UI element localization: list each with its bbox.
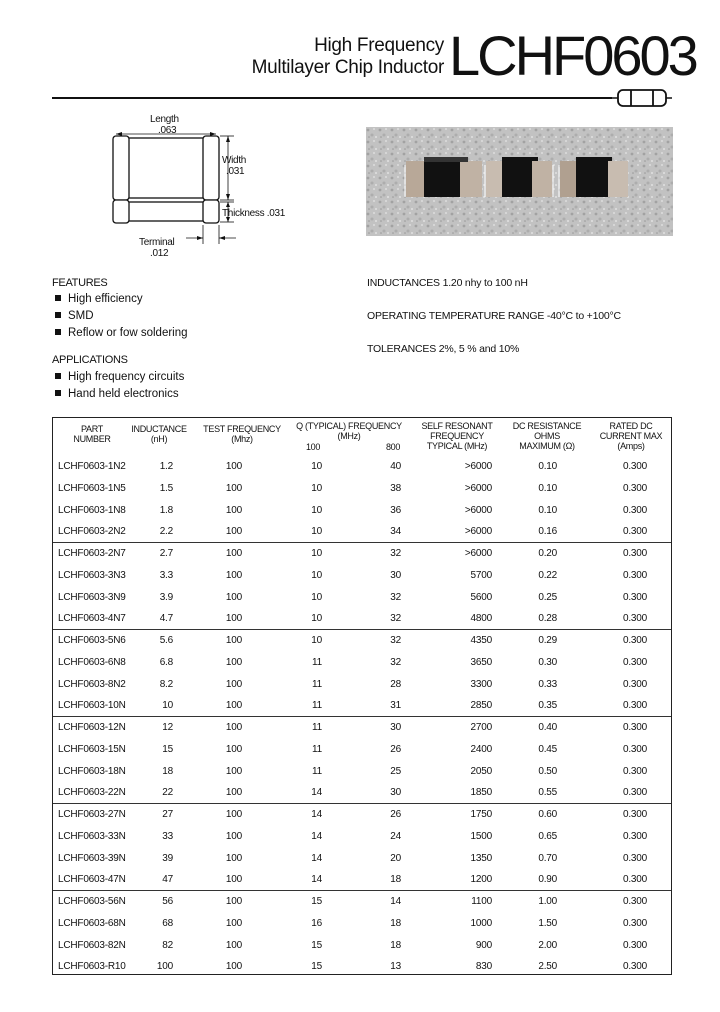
cell-srf: >6000 (464, 482, 492, 494)
cell-srf: 900 (475, 939, 492, 951)
cell-q-800: 28 (390, 678, 401, 690)
cell-dc-resistance: 0.25 (538, 591, 557, 603)
cell-srf: 2700 (470, 722, 492, 733)
cell-q-800: 32 (390, 591, 401, 603)
spec-temperature: OPERATING TEMPERATURE RANGE -40°C to +100°C (367, 310, 621, 322)
cell-part-number: LCHF0603-15N (58, 743, 126, 755)
cell-q-800: 31 (390, 700, 401, 712)
feature-item (55, 292, 143, 306)
cell-rated-current: 0.300 (622, 809, 647, 820)
cell-srf: >6000 (464, 548, 492, 559)
cell-test-frequency: 100 (225, 591, 242, 603)
cell-inductance: 12 (162, 722, 173, 733)
cell-dc-resistance: 0.70 (538, 852, 557, 864)
cell-part-number: LCHF0603-18N (58, 765, 126, 777)
cell-inductance: 68 (162, 917, 173, 929)
cell-rated-current: 0.300 (622, 765, 647, 777)
cell-dc-resistance: 0.28 (538, 613, 557, 625)
cell-part-number: LCHF0603-22N (58, 787, 126, 799)
feature-item-label: Reflow or fow soldering (68, 327, 188, 339)
cell-dc-resistance: 0.65 (538, 830, 557, 842)
cell-rated-current: 0.300 (622, 613, 647, 625)
cell-q-100: 11 (312, 656, 322, 668)
cell-q-100: 14 (311, 830, 322, 842)
cell-inductance: 39 (162, 852, 173, 864)
cell-q-800: 32 (390, 656, 401, 668)
table-row (53, 695, 671, 717)
cell-rated-current: 0.300 (622, 548, 647, 559)
cell-q-800: 32 (390, 613, 401, 625)
cell-test-frequency: 100 (225, 526, 242, 538)
cell-dc-resistance: 0.40 (538, 722, 557, 733)
cell-inductance: 1.5 (159, 482, 173, 494)
table-row (53, 913, 671, 935)
cell-q-800: 40 (390, 461, 401, 472)
cell-q-800: 13 (390, 961, 401, 973)
cell-srf: 1100 (471, 896, 492, 907)
application-item-label: Hand held electronics (68, 388, 179, 400)
cell-q-800: 18 (390, 917, 401, 929)
cell-srf: 5700 (470, 569, 492, 581)
cell-q-800: 18 (390, 874, 401, 886)
cell-test-frequency: 100 (225, 461, 242, 472)
cell-part-number: LCHF0603-R10 (58, 961, 126, 973)
cell-inductance: 47 (162, 874, 173, 886)
cell-q-100: 10 (311, 569, 322, 581)
table-row (53, 848, 671, 870)
cell-srf: >6000 (464, 526, 492, 538)
feature-item (55, 326, 188, 340)
table-row (53, 761, 671, 783)
cell-inductance: 2.2 (159, 526, 173, 538)
cell-q-800: 30 (390, 787, 401, 799)
cell-test-frequency: 100 (225, 961, 242, 973)
cell-inductance: 5.6 (159, 635, 173, 646)
cell-part-number: LCHF0603-47N (58, 874, 126, 886)
cell-inductance: 100 (156, 961, 173, 973)
cell-test-frequency: 100 (225, 917, 242, 929)
table-row (53, 826, 671, 848)
cell-part-number: LCHF0603-1N8 (58, 504, 126, 516)
cell-q-800: 32 (390, 548, 401, 559)
cell-dc-resistance: 0.22 (538, 569, 557, 581)
bullet-icon (55, 373, 61, 379)
cell-test-frequency: 100 (225, 548, 242, 559)
cell-part-number: LCHF0603-1N5 (58, 482, 126, 494)
cell-part-number: LCHF0603-4N7 (58, 613, 126, 625)
cell-dc-resistance: 2.00 (538, 939, 557, 951)
cell-srf: 1850 (470, 787, 492, 799)
cell-q-100: 10 (311, 635, 322, 646)
header-subtitle-line2: Multilayer Chip Inductor (251, 57, 444, 78)
feature-item-label: High efficiency (68, 293, 143, 305)
spec-tolerances: TOLERANCES 2%, 5 % and 10% (367, 343, 520, 355)
cell-part-number: LCHF0603-3N9 (58, 591, 126, 603)
cell-inductance: 33 (162, 830, 173, 842)
cell-test-frequency: 100 (225, 765, 242, 777)
table-row (53, 739, 671, 761)
cell-q-100: 10 (311, 461, 322, 472)
cell-inductance: 8.2 (159, 678, 173, 690)
cell-q-100: 11 (312, 700, 322, 712)
cell-q-800: 24 (390, 830, 401, 842)
table-row (53, 521, 671, 543)
table-row (53, 478, 671, 500)
cell-q-800: 20 (390, 852, 401, 864)
table-row (53, 543, 671, 565)
cell-inductance: 22 (162, 787, 173, 799)
bullet-icon (55, 329, 61, 335)
cell-q-100: 15 (311, 896, 322, 907)
chip-inductor-photo (366, 127, 673, 236)
cell-rated-current: 0.300 (622, 461, 647, 472)
cell-srf: 3300 (470, 678, 492, 690)
cell-rated-current: 0.300 (622, 852, 647, 864)
cell-dc-resistance: 0.90 (538, 874, 557, 886)
cell-rated-current: 0.300 (622, 830, 647, 842)
cell-inductance: 3.3 (159, 569, 173, 581)
cell-srf: 1000 (470, 917, 492, 929)
cell-test-frequency: 100 (225, 569, 242, 581)
cell-inductance: 2.7 (159, 548, 173, 559)
cell-rated-current: 0.300 (622, 656, 647, 668)
table-row (53, 956, 671, 978)
cell-dc-resistance: 0.16 (538, 526, 557, 538)
cell-q-800: 26 (390, 743, 401, 755)
cell-q-100: 10 (311, 504, 322, 516)
feature-item (55, 309, 94, 323)
table-row (53, 565, 671, 587)
cell-part-number: LCHF0603-2N2 (58, 526, 126, 538)
cell-part-number: LCHF0603-33N (58, 830, 126, 842)
cell-dc-resistance: 0.60 (538, 809, 557, 820)
cell-q-100: 15 (311, 939, 322, 951)
cell-dc-resistance: 0.10 (538, 482, 557, 494)
cell-rated-current: 0.300 (622, 917, 647, 929)
dim-width-label: Width (222, 155, 247, 166)
cell-srf: 4800 (470, 613, 492, 625)
cell-dc-resistance: 0.33 (538, 678, 557, 690)
cell-q-100: 15 (311, 961, 322, 973)
cell-q-100: 14 (311, 852, 322, 864)
cell-q-800: 30 (390, 569, 401, 581)
application-item (55, 387, 179, 401)
cell-part-number: LCHF0603-39N (58, 852, 126, 864)
cell-dc-resistance: 0.50 (538, 765, 557, 777)
cell-test-frequency: 100 (225, 656, 242, 668)
cell-test-frequency: 100 (225, 787, 242, 799)
cell-inductance: 4.7 (159, 613, 173, 625)
col-header-q-100: 100 (305, 442, 321, 452)
cell-q-100: 11 (312, 722, 322, 733)
application-item-label: High frequency circuits (68, 371, 185, 383)
col-header-test-frequency: TEST FREQUENCY (Mhz) (203, 424, 281, 444)
dim-length-label: Length (150, 114, 179, 125)
cell-part-number: LCHF0603-6N8 (58, 656, 126, 668)
cell-part-number: LCHF0603-12N (58, 722, 126, 733)
cell-part-number: LCHF0603-3N3 (58, 569, 126, 581)
table-row (53, 804, 671, 826)
cell-inductance: 3.9 (159, 591, 173, 603)
cell-rated-current: 0.300 (622, 722, 647, 733)
cell-test-frequency: 100 (225, 743, 242, 755)
cell-rated-current: 0.300 (622, 526, 647, 538)
spec-inductances: INDUCTANCES 1.20 nhy to 100 nH (367, 277, 528, 289)
table-row (53, 891, 671, 913)
col-header-q-800: 800 (385, 442, 401, 452)
bullet-icon (55, 312, 61, 318)
cell-inductance: 18 (162, 765, 173, 777)
cell-test-frequency: 100 (225, 874, 242, 886)
col-header-part: PART NUMBER (73, 424, 111, 444)
application-item (55, 370, 184, 384)
cell-srf: 5600 (470, 591, 492, 603)
cell-test-frequency: 100 (225, 504, 242, 516)
cell-inductance: 1.2 (159, 461, 173, 472)
cell-test-frequency: 100 (225, 809, 242, 820)
cell-q-800: 38 (390, 482, 401, 494)
table-row (53, 717, 671, 739)
cell-test-frequency: 100 (225, 613, 242, 625)
cell-inductance: 1.8 (159, 504, 173, 516)
cell-srf: 830 (475, 961, 492, 973)
table-row (53, 782, 671, 804)
dim-length-value: .063 (158, 125, 177, 136)
cell-part-number: LCHF0603-2N7 (58, 548, 126, 559)
table-row (53, 456, 671, 478)
cell-inductance: 10 (162, 700, 173, 712)
dim-thickness: Thickness .031 (222, 208, 286, 219)
table-row (53, 608, 671, 630)
dim-terminal-label: Terminal (139, 237, 175, 248)
cell-rated-current: 0.300 (622, 939, 647, 951)
dim-width-value: .031 (226, 166, 245, 177)
cell-part-number: LCHF0603-56N (58, 896, 126, 907)
header-rule (52, 97, 612, 99)
cell-dc-resistance: 0.55 (538, 787, 557, 799)
cell-rated-current: 0.300 (622, 569, 647, 581)
dim-terminal-value: .012 (150, 248, 169, 259)
bullet-icon (55, 295, 61, 301)
cell-srf: 2850 (470, 700, 492, 712)
cell-test-frequency: 100 (225, 830, 242, 842)
cell-test-frequency: 100 (225, 852, 242, 864)
cell-q-100: 14 (311, 874, 322, 886)
cell-srf: 1350 (470, 852, 492, 864)
cell-part-number: LCHF0603-10N (58, 700, 126, 712)
cell-rated-current: 0.300 (622, 874, 647, 886)
cell-q-100: 10 (311, 613, 322, 625)
cell-test-frequency: 100 (225, 635, 242, 646)
cell-q-800: 26 (390, 809, 401, 820)
table-row (53, 500, 671, 522)
feature-item-label: SMD (68, 310, 94, 322)
cell-q-100: 11 (312, 743, 322, 755)
cell-q-100: 14 (311, 809, 322, 820)
table-row (53, 652, 671, 674)
col-header-srf: SELF RESONANT FREQUENCY TYPICAL (MHz) (421, 421, 493, 451)
cell-part-number: LCHF0603-8N2 (58, 678, 126, 690)
cell-test-frequency: 100 (225, 678, 242, 690)
cell-q-100: 16 (311, 917, 322, 929)
cell-q-100: 14 (311, 787, 322, 799)
cell-dc-resistance: 0.10 (538, 504, 557, 516)
cell-part-number: LCHF0603-68N (58, 917, 126, 929)
cell-dc-resistance: 0.29 (538, 635, 557, 646)
cell-inductance: 15 (162, 743, 173, 755)
cell-test-frequency: 100 (225, 700, 242, 712)
cell-q-800: 30 (390, 722, 401, 733)
cell-rated-current: 0.300 (622, 896, 647, 907)
cell-rated-current: 0.300 (622, 961, 647, 973)
col-header-q: Q (TYPICAL) FREQUENCY (MHz) (296, 421, 402, 441)
cell-dc-resistance: 0.30 (538, 656, 557, 668)
cell-q-800: 14 (390, 896, 401, 907)
cell-srf: 3650 (470, 656, 492, 668)
inductor-icon (612, 86, 672, 110)
table-row (53, 630, 671, 652)
cell-srf: 1200 (470, 874, 492, 886)
cell-dc-resistance: 1.50 (538, 917, 557, 929)
cell-rated-current: 0.300 (622, 678, 647, 690)
cell-q-800: 32 (390, 635, 401, 646)
cell-rated-current: 0.300 (622, 635, 647, 646)
cell-q-100: 11 (312, 765, 322, 777)
cell-inductance: 56 (162, 896, 173, 907)
cell-srf: >6000 (464, 461, 492, 472)
cell-q-100: 10 (311, 482, 322, 494)
header-subtitle-line1: High Frequency (314, 35, 444, 56)
cell-srf: 4350 (470, 635, 492, 646)
cell-q-100: 10 (311, 591, 322, 603)
col-header-inductance: INDUCTANCE (nH) (131, 424, 187, 444)
cell-test-frequency: 100 (225, 722, 242, 733)
cell-q-800: 36 (390, 504, 401, 516)
bullet-icon (55, 390, 61, 396)
cell-part-number: LCHF0603-82N (58, 939, 126, 951)
applications-title: APPLICATIONS (52, 354, 128, 366)
cell-dc-resistance: 0.45 (538, 743, 557, 755)
table-row (53, 587, 671, 609)
cell-rated-current: 0.300 (622, 787, 647, 799)
cell-test-frequency: 100 (225, 482, 242, 494)
cell-srf: 2050 (470, 765, 492, 777)
col-header-rated-current: RATED DC CURRENT MAX (Amps) (599, 421, 663, 451)
cell-q-100: 11 (312, 678, 322, 690)
cell-srf: 1750 (470, 809, 492, 820)
table-row (53, 674, 671, 696)
cell-srf: 1500 (470, 830, 492, 842)
cell-dc-resistance: 0.10 (538, 461, 557, 472)
cell-rated-current: 0.300 (622, 700, 647, 712)
cell-q-800: 18 (390, 939, 401, 951)
part-number-title: LCHF0603 (449, 24, 696, 87)
cell-dc-resistance: 0.35 (538, 700, 557, 712)
cell-test-frequency: 100 (225, 939, 242, 951)
cell-part-number: LCHF0603-5N6 (58, 635, 126, 646)
cell-rated-current: 0.300 (622, 504, 647, 516)
cell-rated-current: 0.300 (622, 743, 647, 755)
cell-inductance: 6.8 (159, 656, 173, 668)
cell-dc-resistance: 2.50 (538, 961, 557, 973)
chip-dimension-drawing (100, 108, 260, 258)
cell-inductance: 82 (162, 939, 173, 951)
cell-q-100: 10 (311, 548, 322, 559)
cell-part-number: LCHF0603-27N (58, 809, 126, 820)
cell-test-frequency: 100 (225, 896, 242, 907)
features-title: FEATURES (52, 277, 108, 289)
table-row (53, 935, 671, 957)
cell-q-800: 25 (390, 765, 401, 777)
cell-dc-resistance: 1.00 (538, 896, 557, 907)
specifications-table (52, 417, 672, 975)
cell-srf: >6000 (464, 504, 492, 516)
table-row (53, 869, 671, 891)
cell-inductance: 27 (162, 809, 173, 820)
cell-rated-current: 0.300 (622, 482, 647, 494)
col-header-dc-resistance: DC RESISTANCE OHMS MAXIMUM (Ω) (512, 421, 582, 451)
cell-q-800: 34 (390, 526, 401, 538)
cell-rated-current: 0.300 (622, 591, 647, 603)
cell-srf: 2400 (470, 743, 492, 755)
cell-part-number: LCHF0603-1N2 (58, 461, 126, 472)
cell-dc-resistance: 0.20 (538, 548, 557, 559)
cell-q-100: 10 (311, 526, 322, 538)
